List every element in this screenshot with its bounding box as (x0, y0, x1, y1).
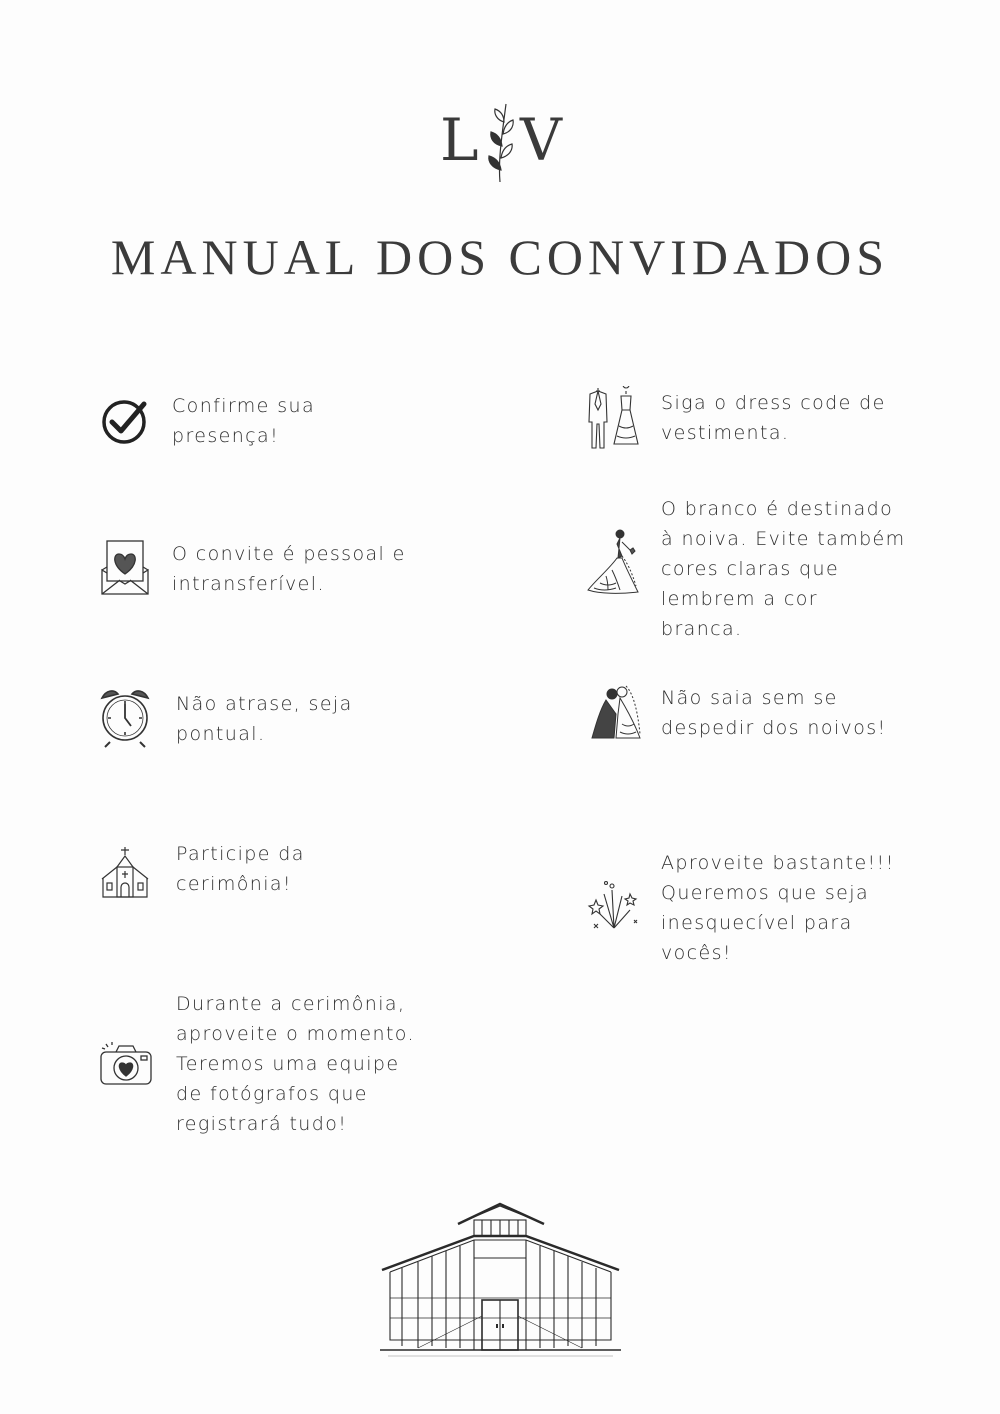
monogram-logo (430, 98, 570, 188)
left-item-text: O convite é pessoal e intransferível. (172, 543, 406, 595)
bride-icon (586, 528, 642, 598)
suit-and-dress-icon (586, 386, 642, 450)
right-item-text: O branco é destinado à noiva. Evite também cores claras que lembrem a cor branca. (661, 498, 906, 640)
alarm-clock-icon (98, 686, 152, 748)
couple-icon (590, 684, 642, 740)
right-item-text: Siga o dress code de vestimenta. (661, 392, 886, 444)
left-item-text: Não atrase, seja pontual. (176, 693, 353, 745)
monogram-right-letter: V (520, 106, 562, 174)
camera-heart-icon (98, 1040, 154, 1088)
left-item-text: Participe da cerimônia! (176, 843, 305, 895)
envelope-heart-icon (98, 538, 152, 598)
right-item-text: Aproveite bastante!!! Queremos que seja inesquecível para vocês! (661, 852, 895, 964)
left-item-text: Confirme sua presença! (172, 395, 315, 447)
fireworks-icon (586, 880, 642, 934)
olive-branch-icon (480, 100, 520, 184)
monogram-left-letter: L (440, 106, 479, 174)
church-icon (100, 845, 150, 899)
right-item-text: Não saia sem se despedir dos noivos! (661, 687, 887, 739)
page-title: MANUAL DOS CONVIDADOS (110, 229, 890, 285)
greenhouse-venue-illustration (378, 1198, 623, 1363)
left-item-text: Durante a cerimônia, aproveite o momento. Teremos uma equipe de fotógrafos que registrará tudo! (176, 993, 415, 1135)
checkmark-circle-icon (100, 396, 150, 446)
